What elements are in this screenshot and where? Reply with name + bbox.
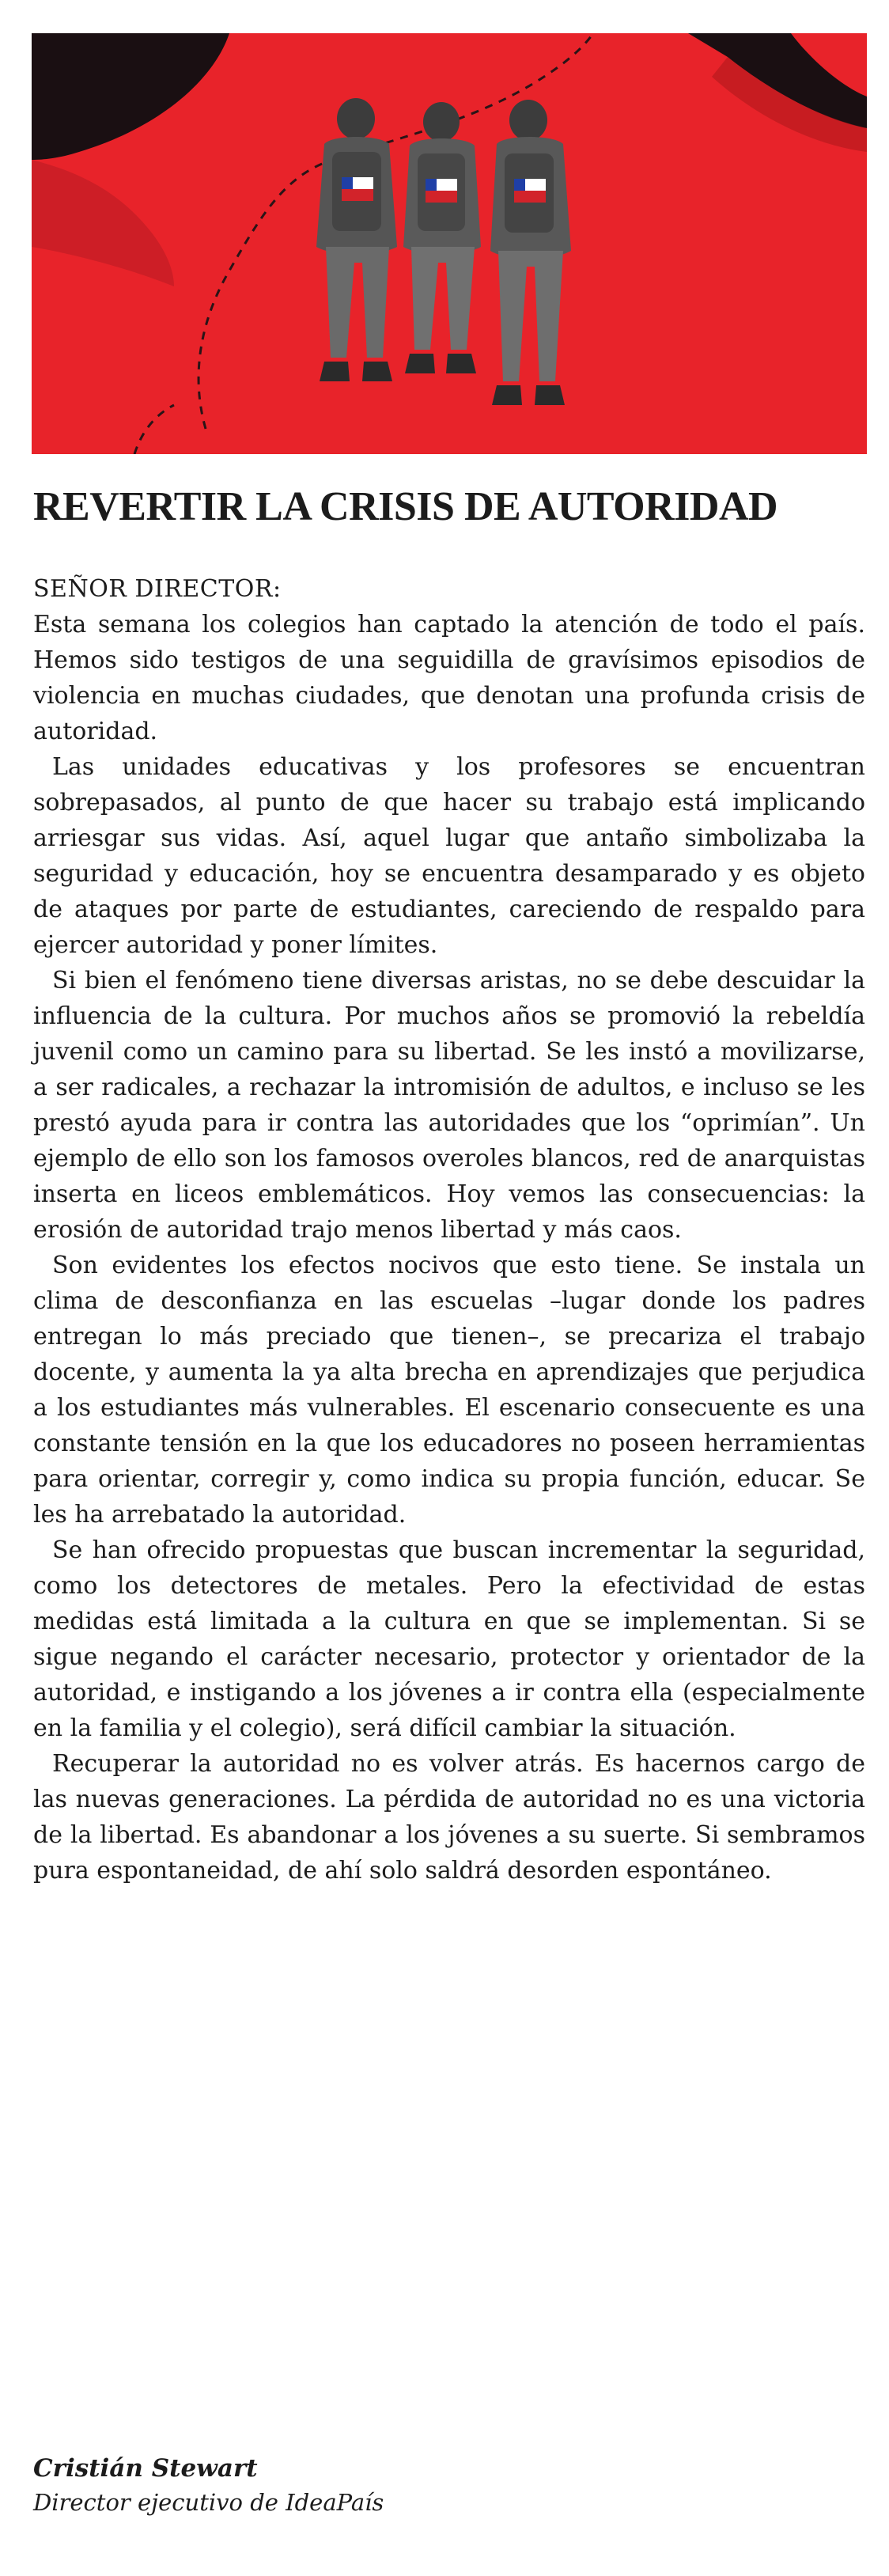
article-illustration bbox=[32, 33, 867, 454]
letter-paragraph: Las unidades educativas y los profesores se encuentran sobrepasados, al punto de que hacer su trabajo está implicando arriesgar sus vidas. Así, aquel lugar que antaño simbolizaba la seguridad y educación, hoy se encuentra desamparado y es objeto de ataques por parte de estudiantes, careciendo de respaldo para ejercer autoridad y poner límites. bbox=[33, 753, 865, 959]
author-role: Director ejecutivo de IdeaPaís bbox=[33, 2489, 384, 2516]
letter-body bbox=[33, 571, 865, 1888]
letter-paragraph: Si bien el fenómeno tiene diversas aristas, no se debe descuidar la influencia de la cultura. Por muchos años se promovió la rebeldía juvenil como un camino para su libertad. Se les instó a movilizarse, a ser radicales, a rechazar la intromisión de adultos, e incluso se les prestó ayuda para ir contra las autoridades que los “oprimían”. Un ejemplo de ello son los famosos overoles blancos, red de anarquistas inserta en liceos emblemáticos. Hoy vemos las consecuencias: la erosión de autoridad trajo menos libertad y más caos. bbox=[33, 967, 865, 1244]
author-name: Cristián Stewart bbox=[33, 2454, 258, 2483]
article-headline: REVERTIR LA CRISIS DE AUTORIDAD bbox=[33, 484, 778, 529]
letter-paragraph: Se han ofrecido propuestas que buscan incrementar la seguridad, como los detectores de metales. Pero la efectividad de estas medidas está limitada a la cultura en que se implementan. Si se sigue negando el carácter necesario, protector y orientador de la autoridad, e instigando a los jóvenes a ir contra ella (especialmente en la familia y el colegio), será difícil cambiar la situación. bbox=[33, 1536, 865, 1742]
letter-paragraph: Esta semana los colegios han captado la atención de todo el país. Hemos sido testigos de una seguidilla de gravísimos episodios de violencia en muchas ciudades, que denotan una profunda crisis de autoridad. bbox=[33, 611, 865, 745]
students-walking-illustration bbox=[32, 33, 867, 454]
letter-salutation: SEÑOR DIRECTOR: bbox=[33, 575, 282, 603]
letter-signature bbox=[33, 2451, 864, 2519]
letter-paragraph: Son evidentes los efectos nocivos que esto tiene. Se instala un clima de desconfianza en las escuelas –lugar donde los padres entregan lo más preciado que tienen–, se precariza el trabajo docente, y aumenta la ya alta brecha en aprendizajes que perjudica a los estudiantes más vulnerables. El escenario consecuente es una constante tensión en la que los educadores no poseen herramientas para orientar, corregir y, como indica su propia función, educar. Se les ha arrebatado la autoridad. bbox=[33, 1252, 865, 1529]
letter-paragraph: Recuperar la autoridad no es volver atrás. Es hacernos cargo de las nuevas generaciones. La pérdida de autoridad no es una victoria de la libertad. Es abandonar a los jóvenes a su suerte. Si sembramos pura espontaneidad, de ahí solo saldrá desorden espontáneo. bbox=[33, 1750, 865, 1885]
